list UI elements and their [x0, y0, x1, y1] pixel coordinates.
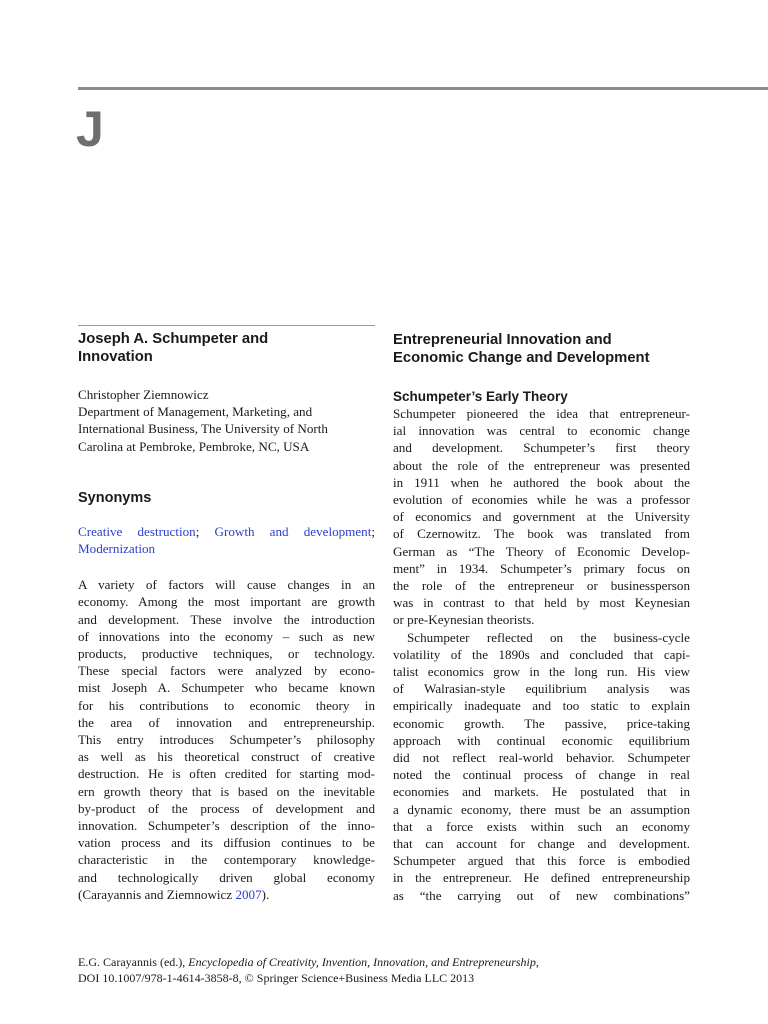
synonyms-heading: Synonyms [78, 489, 152, 506]
text-line: Schumpeter reflected on the business-cycle [407, 629, 690, 645]
synonym-link-creative-destruction[interactable]: Creative destruction [78, 523, 196, 539]
footer-editor: E.G. Carayannis (ed.), [78, 955, 189, 969]
text-line: noted the continual process of change in real [393, 767, 690, 783]
text-line [78, 886, 375, 903]
text-line: was in contrast to that held by most Keynesian [393, 595, 690, 611]
text-line: This entry introduces Schumpeter’s philosophy [78, 732, 375, 748]
text-line: These special factors were analyzed by econo- [78, 663, 375, 679]
text-line: and development. These involve the introduction [78, 611, 375, 627]
text-line: and development. Schumpeter’s first theory [393, 440, 690, 456]
footer-comma: , [535, 955, 539, 969]
text-line: a dynamic economy, there must be an assumption [393, 801, 690, 817]
text-line: vation process and its diffusion continues to be [78, 835, 375, 851]
affiliation-line: Carolina at Pembroke, Pembroke, NC, USA [78, 438, 310, 454]
text-line: economic growth. The passive, price-taking [393, 715, 690, 731]
text-line: destruction. He is often credited for starting mod- [78, 766, 375, 782]
text-line: Schumpeter pioneered the idea that entrepreneur- [393, 406, 690, 421]
paragraph-1 [393, 405, 690, 629]
author-name: Christopher Ziemnowicz [78, 387, 209, 402]
author-block [78, 386, 375, 455]
entry-rule [78, 325, 375, 326]
text-line: mist Joseph A. Schumpeter who became known [78, 680, 375, 696]
entry-title [78, 330, 375, 366]
text-line: that a force exists within such an economy [393, 818, 690, 834]
synonym-link-growth-and-development[interactable]: Growth and development [214, 523, 372, 539]
affiliation-line: Department of Management, Marketing, and [78, 404, 313, 420]
text-line: of economics and government at the University [393, 509, 690, 525]
text-line: ment” in 1934. Schumpeter’s primary focus on [393, 560, 690, 576]
text-line: innovation. Schumpeter’s description of the inno- [78, 818, 375, 834]
right-column [393, 330, 690, 904]
text-line: ern growth theory that is based on the inevitable [78, 783, 375, 799]
text-line: as well as his theoretical construct of creative [78, 749, 375, 765]
text-line: by-product of the process of development and [78, 800, 375, 816]
subsection-heading: Schumpeter’s Early Theory [393, 389, 568, 404]
text-line: in 1911 when he authored the book about the [393, 474, 690, 490]
section-title [393, 331, 690, 367]
text-line: the area of innovation and entrepreneurship. [78, 714, 375, 730]
text-line: of Walrasian-style equilibrium analysis was [393, 681, 690, 697]
section-letter: J [76, 101, 104, 157]
text-line: A variety of factors will cause changes in an [78, 577, 375, 593]
footer-book-title: Encyclopedia of Creativity, Invention, Innovation, and Entrepreneurship [188, 955, 536, 969]
text-line: that can account for change and development. [393, 836, 690, 852]
text-line: volatility of the 1890s and concluded that capi- [393, 646, 690, 662]
text-line: economies and markets. He postulated that in [393, 784, 690, 800]
entry-title-line2: Innovation [78, 349, 153, 365]
intro-paragraph [78, 576, 375, 903]
text-line: Schumpeter argued that this force is embodied [393, 853, 690, 869]
synonym-link-modernization[interactable]: Modernization [78, 541, 156, 557]
text-line: of Czernowitz. The book was translated from [393, 526, 690, 542]
section-title-line1: Entrepreneurial Innovation and [393, 332, 612, 348]
text-line: German as “The Theory of Economic Develop- [393, 543, 690, 559]
text-line: talist economics grow in the long run. His view [393, 664, 690, 680]
citation-footer [78, 955, 678, 986]
citation-link-2007[interactable]: 2007 [235, 886, 262, 902]
text-line: did not reflect real-world behavior. Schumpeter [393, 750, 690, 766]
text-line: approach with continual economic equilibrium [393, 732, 690, 748]
citation-suffix: ). [261, 886, 270, 902]
text-line: products, productive techniques, or technology. [78, 646, 375, 662]
text-line: and technologically driven global economy [78, 869, 375, 885]
synonyms-list: Creative destruction; Growth and development; Modernization [78, 523, 375, 557]
citation-text: (Carayannis and Ziemnowicz [78, 886, 236, 902]
left-column [78, 330, 375, 903]
text-line: as “the carrying out of new combinations” [393, 887, 690, 903]
text-line: ial innovation was central to economic change [393, 423, 690, 439]
text-line: of innovations into the economy – such as new [78, 628, 375, 644]
affiliation-line: International Business, The University of North [78, 421, 328, 437]
footer-line-1 [78, 955, 678, 971]
text-line: the role of the entrepreneur or businessperson [393, 578, 690, 594]
text-line: for his contributions to economic theory in [78, 697, 375, 713]
text-line: economy. Among the most important are growth [78, 594, 375, 610]
section-title-line2: Economic Change and Development [393, 350, 650, 366]
paragraph-2 [393, 629, 690, 904]
text-line: in the entrepreneur. He defined entrepreneurship [393, 870, 690, 886]
text-line: evolution of economies while he was a professor [393, 492, 690, 508]
text-line: or pre-Keynesian theorists. [393, 612, 535, 628]
text-line: about the role of the entrepreneur was presented [393, 457, 690, 473]
text-line: empirically inadequate and too static to explain [393, 698, 690, 714]
entry-title-line1: Joseph A. Schumpeter and [78, 331, 269, 347]
text-line: characteristic in the contemporary knowledge- [78, 852, 375, 868]
top-rule [78, 87, 768, 90]
footer-line-2: DOI 10.1007/978-1-4614-3858-8, © Springer Science+Business Media LLC 2013 [78, 970, 475, 985]
